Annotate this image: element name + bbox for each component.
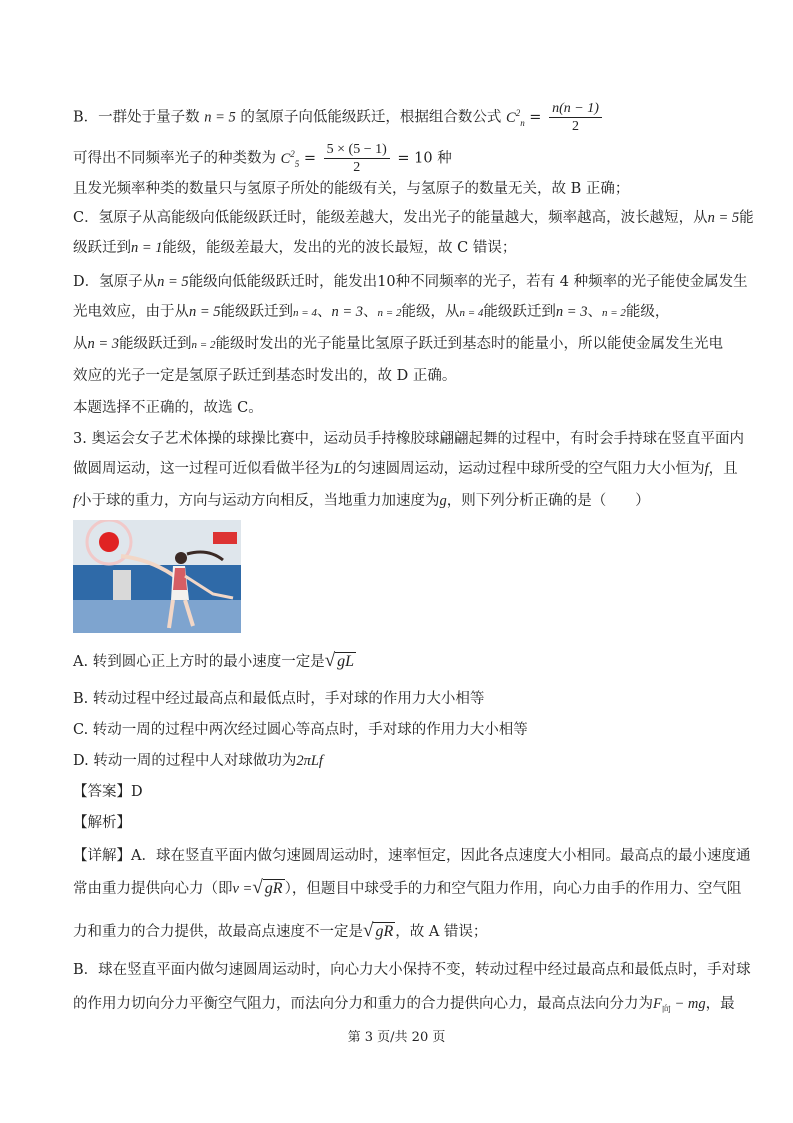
math: = 10 (397, 150, 433, 167)
text-line: 且发光频率种类的数量只与氢原子所处的能级有关，与氢原子的数量无关，故 B 正确； (73, 181, 630, 197)
question-text: 3. 奥运会女子艺术体操的球操比赛中，运动员手持橡胶球翩翩起舞的过程中，有时会手持球在竖直平面内 (73, 431, 744, 447)
analysis-heading: 【解析】 (73, 815, 131, 831)
detail-text: 常由重力提供向心力（即v =√ gR ），但题目中球受手的力和空气阻力作用，向心力由手的作用力、空气阻 (73, 877, 742, 898)
option-c: C. 转动一周的过程中两次经过圆心等高点时，手对球的作用力大小相等 (73, 722, 528, 738)
fraction: $\frac{n(n - 1)}{2}$ (549, 100, 602, 135)
option-d: D. 转动一周的过程中人对球做功为2πLf (73, 753, 323, 769)
text-line: D．氢原子从n = 5能级向低能级跃迁时，能发出10种不同频率的光子，若有 4 种频率的光子能使金属发生 (73, 274, 748, 290)
gymnast-photo (73, 520, 241, 633)
text-line: B．一群处于量子数 n = 5 的氢原子向低能级跃迁，根据组合数公式 $C^2_n$ = $\frac{n(n - 1)}{2}$ (73, 100, 605, 135)
text-line: C．氢原子从高能级向低能级跃迁时，能级差越大，发出光子的能量越大，频率越高，波长越短，从n = 5能 (73, 210, 754, 226)
question-text: 做圆周运动，这一过程可近似看做半径为L的匀速圆周运动，运动过程中球所受的空气阻力大小恒为f，且 (73, 461, 738, 477)
text-line: 效应的光子一定是氢原子跃迁到基态时发出的，故 D 正确。 (73, 368, 457, 384)
detail-text: 【详解】A．球在竖直平面内做匀速圆周运动时，速率恒定，因此各点速度大小相同。最高点的最小速度通 (73, 848, 751, 864)
detail-text: 力和重力的合力提供，故最高点速度不一定是√ gR ，故 A 错误； (73, 920, 488, 941)
text: 种 (437, 150, 452, 167)
text-line: 光电效应，由于从n = 5能级跃迁到n = 4、n = 3、n = 2能级，从n = 4能级跃迁到n = 3、n = 2能级， (73, 304, 670, 320)
question-text: f小于球的重力，方向与运动方向相反，当地重力加速度为g，则下列分析正确的是（ ） (73, 493, 650, 509)
gymnast-illustration (73, 520, 241, 633)
text: 可得出不同频率光子的种类数为 (73, 150, 276, 167)
detail-text: 的作用力切向分力平衡空气阻力，而法向分力和重力的合力提供向心力，最高点法向分力为$F_向$ − mg，最 (73, 996, 735, 1015)
sqrt-expression: √ gL (324, 650, 355, 671)
text-line: 从n = 3能级跃迁到n = 2能级时发出的光子能量比氢原子跃迁到基态时的能量小，所以能使金属发生光电 (73, 336, 723, 352)
text-line: 本题选择不正确的，故选 C。 (73, 400, 263, 416)
text-line: 级跃迁到n = 1能级，能级差最大，发出的光的波长最短，故 C 错误； (73, 240, 517, 256)
option-b: B. 转动过程中经过最高点和最低点时，手对球的作用力大小相等 (73, 691, 485, 707)
math: n = 5 (204, 109, 236, 126)
fraction: $\frac{5 \times (5 - 1)}{2}$ (324, 141, 390, 176)
text: 的氢原子向低能级跃迁，根据组合数公式 (240, 109, 502, 126)
text: B．一群处于量子数 (73, 109, 200, 126)
formula: $C^2_5$ (280, 148, 300, 169)
formula: $C^2_n$ (506, 107, 525, 128)
page-footer: 第 3 页/共 20 页 (347, 1030, 446, 1045)
detail-text: B．球在竖直平面内做匀速圆周运动时，向心力大小保持不变，转动过程中经过最高点和最低点时，手对球 (73, 962, 751, 978)
answer: 【答案】D (73, 784, 143, 800)
text-line: 可得出不同频率光子的种类数为 $C^2_5$ = $\frac{5 \times (5 - 1)}{2}$ = 10 种 (73, 142, 452, 175)
option-a: A. 转到圆心正上方时的最小速度一定是√ gL (73, 650, 355, 671)
